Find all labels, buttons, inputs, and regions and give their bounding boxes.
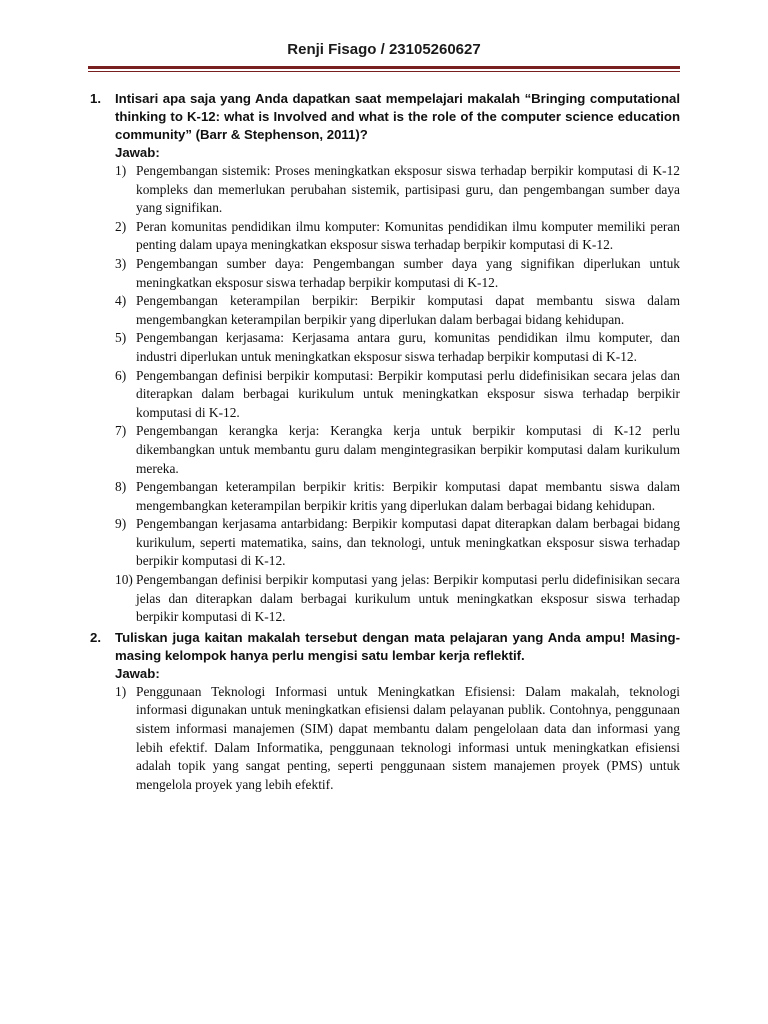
- answer-label: Jawab:: [115, 665, 160, 681]
- item-text: Pengembangan definisi berpikir komputasi: Berpikir komputasi perlu didefinisikan secara jelas dan diterapkan dalam berbagai kurikulum untuk meningkatkan eksposur siswa terhadap berpikir komputasi di K-12.: [136, 367, 680, 420]
- item-text: Pengembangan kerangka kerja: Kerangka kerja untuk berpikir komputasi di K-12 perlu dikembangkan untuk membantu guru dalam mengintegrasikan berpikir komputasi dalam kurikulum mereka.: [136, 423, 680, 476]
- item-text: Pengembangan sumber daya: Pengembangan sumber daya yang signifikan diperlukan untuk meningkatkan eksposur siswa terhadap berpikir komputasi di K-12.: [136, 255, 680, 290]
- list-item: [115, 162, 680, 218]
- list-item: [115, 515, 680, 571]
- document-content: [90, 90, 680, 796]
- question-text: Tuliskan juga kaitan makalah tersebut dengan mata pelajaran yang Anda ampu! Masing-masing kelompok hanya perlu mengisi satu lembar kerja reflektif.: [115, 629, 680, 663]
- item-text: Pengembangan definisi berpikir komputasi yang jelas: Berpikir komputasi perlu didefinisikan secara jelas dan diterapkan dalam berbagai kurikulum untuk meningkatkan eksposur siswa terhadap berpikir komputasi di K-12.: [136, 572, 680, 625]
- list-item: [115, 292, 680, 329]
- item-number: 1): [115, 163, 127, 178]
- item-number: 4): [115, 293, 127, 309]
- page-header-title: Renji Fisago / 23105260627: [287, 41, 481, 58]
- item-text: Pengembangan keterampilan berpikir: Berpikir komputasi dapat membantu siswa dalam mengembangkan keterampilan berpikir yang diperlukan dalam berbagai bidang kehidupan.: [136, 293, 680, 327]
- item-text: Peran komunitas pendidikan ilmu komputer: Komunitas pendidikan ilmu komputer memiliki peran penting dalam upaya meningkatkan eksposur siswa terhadap berpikir komputasi di K-12.: [136, 218, 680, 253]
- item-text: Pengembangan kerjasama antarbidang: Berpikir komputasi dapat diterapkan dalam berbagai bidang kurikulum, seperti matematika, sains, dan teknologi, untuk meningkatkan eksposur siswa terhadap berpikir komputasi di K-12.: [136, 516, 680, 569]
- item-number: 10): [115, 572, 133, 588]
- header-rule-thin: [88, 71, 680, 72]
- question-number: 2.: [90, 629, 101, 645]
- item-number: 6): [115, 367, 127, 383]
- item-number: 7): [115, 423, 127, 439]
- item-text: Pengembangan sistemik: Proses meningkatkan eksposur siswa terhadap berpikir komputasi di K-12 kompleks dan memerlukan perubahan sistemik, partisipasi guru, dan pengembangan sumber daya yang signifikan.: [136, 163, 680, 216]
- list-item: [115, 255, 680, 292]
- item-number: 1): [115, 683, 127, 699]
- list-item: [115, 478, 680, 515]
- item-number: 9): [115, 516, 127, 532]
- item-number: 8): [115, 479, 127, 495]
- question-1: [90, 90, 680, 144]
- question-text: Intisari apa saja yang Anda dapatkan saat mempelajari makalah “Bringing computational thinking to K-12: what is Involved and what is the role of the computer science education community” (Barr & Stephenson, 2011)?: [115, 91, 680, 142]
- answer-label: Jawab:: [115, 145, 160, 160]
- question-2: [90, 629, 680, 665]
- list-item: [115, 329, 680, 366]
- list-item: [115, 683, 680, 795]
- item-text: Pengembangan keterampilan berpikir kritis: Berpikir komputasi dapat membantu siswa dalam mengembangkan keterampilan berpikir kritis yang diperlukan dalam berbagai bidang kehidupan.: [136, 479, 680, 513]
- answer-list-2: [90, 683, 680, 795]
- item-text: Pengembangan kerjasama: Kerjasama antara guru, komunitas pendidikan ilmu komputer, dan industri diperlukan untuk meningkatkan eksposur siswa terhadap berpikir komputasi di K-12.: [136, 330, 680, 364]
- item-number: 5): [115, 330, 127, 346]
- item-number: 3): [115, 255, 127, 271]
- answer-list-1: [90, 162, 680, 627]
- list-item: [115, 422, 680, 478]
- item-number: 2): [115, 218, 127, 234]
- question-number: 1.: [90, 91, 101, 106]
- list-item: [115, 571, 680, 627]
- header-rule-thick: [88, 66, 680, 69]
- list-item: [115, 367, 680, 423]
- list-item: [115, 218, 680, 255]
- item-text: Penggunaan Teknologi Informasi untuk Meningkatkan Efisiensi: Dalam makalah, teknologi informasi digunakan untuk meningkatkan efisiensi dalam pelayanan publik. Contohnya, penggunaan sistem informasi manajemen (SIM) dapat membantu dalam pengelolaan data dan informasi yang lebih efektif. Dalam Informatika, penggunaan teknologi informasi untuk meningkatkan efisiensi adalah topik yang sangat penting, seperti penggunaan sistem manajemen proyek (PMS) untuk mengelola proyek yang lebih efektif.: [136, 683, 680, 792]
